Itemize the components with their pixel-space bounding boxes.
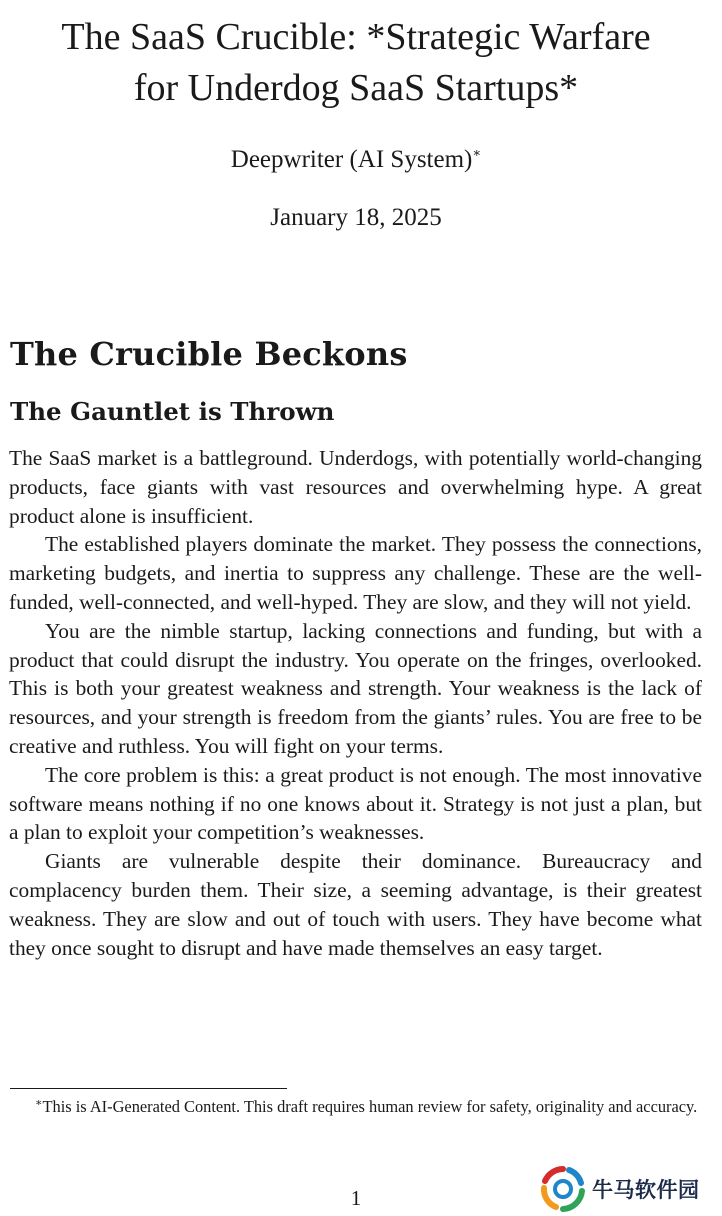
section-heading: The Crucible Beckons	[10, 335, 408, 373]
paragraph: The established players dominate the market. They possess the connections, marketing budgets, and inertia to suppress any challenge. These are the well-funded, well-connected, and well-hyped. They are slow, and they will not yield.	[9, 532, 702, 614]
document-title	[10, 12, 702, 114]
watermark-text: 牛马软件园	[592, 1178, 700, 1202]
author-footnote-mark: ∗	[472, 145, 482, 160]
author-name: Deepwriter (AI System)	[230, 146, 473, 173]
footnote	[9, 1096, 702, 1118]
subsection-heading: The Gauntlet is Thrown	[10, 397, 335, 426]
footnote-rule	[10, 1088, 287, 1089]
paragraph: The core problem is this: a great product is not enough. The most innovative software means nothing if no one knows about it. Strategy is not just a plan, but a plan to exploit your competition’s weaknesses.	[9, 762, 702, 845]
swirl-logo-icon	[540, 1166, 586, 1212]
author-line	[10, 144, 702, 176]
page-number: 1	[350, 1186, 362, 1210]
document-date: January 18, 2025	[270, 204, 442, 231]
paragraph: The SaaS market is a battleground. Underdogs, with potentially world-changing products, face giants with vast resources and overwhelming hype. A great product alone is insufficient.	[9, 446, 702, 528]
body-text	[9, 444, 702, 962]
footnote-mark: ∗	[35, 1097, 43, 1109]
paragraph: Giants are vulnerable despite their dominance. Bureaucracy and complacency burden them. Their size, a seeming advantage, is their greatest weakness. They are slow and out of touch with users. They have become what they once sought to disrupt and have made themselves an easy target.	[9, 849, 702, 960]
title-line-1: The SaaS Crucible: *Strategic Warfare	[61, 16, 651, 58]
paragraph: You are the nimble startup, lacking connections and funding, but with a product that could disrupt the industry. You operate on the fringes, overlooked. This is both your greatest weakness and strength. Your weakness is the lack of resources, and your strength is freedom from the giants’ rules. You are free to be creative and ruthless. You will fight on your terms.	[9, 618, 702, 758]
watermark	[540, 1166, 708, 1212]
title-line-2: for Underdog SaaS Startups*	[133, 67, 579, 109]
footnote-text: This is AI-Generated Content. This draft requires human review for safety, originality and accuracy.	[42, 1097, 698, 1116]
